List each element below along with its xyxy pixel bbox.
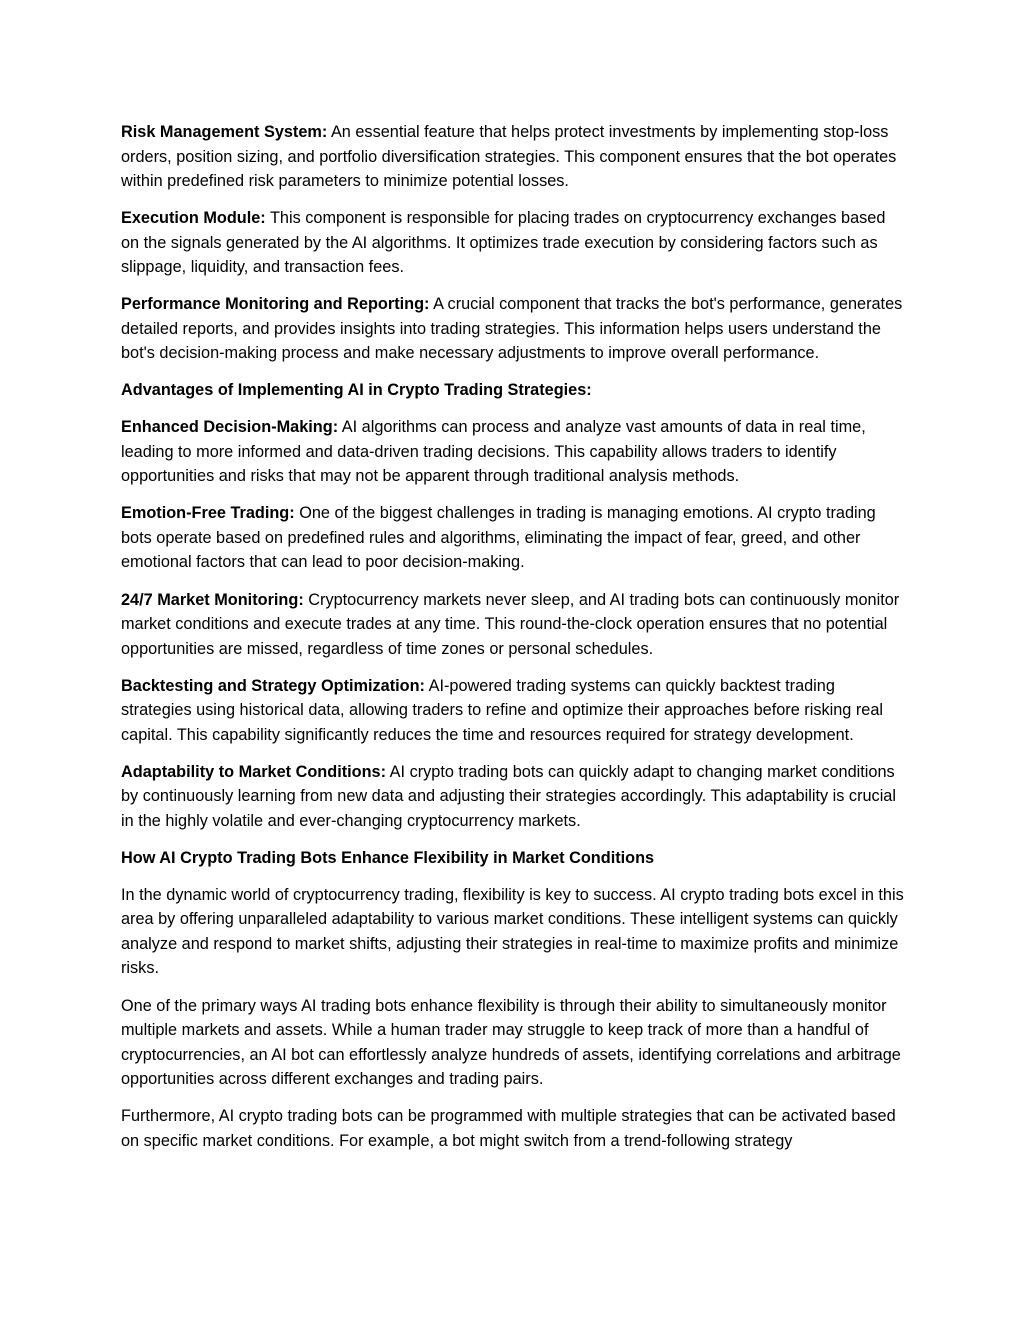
paragraph-multiple-strategies: Furthermore, AI crypto trading bots can be programmed with multiple strategies that can be activated based on specific market conditions. For example, a bot might switch from a trend-following strategy <box>121 1107 896 1150</box>
paragraph-performance-monitoring <box>121 292 905 366</box>
paragraph-title: Adaptability to Market Conditions: <box>121 762 387 781</box>
section-heading-flexibility: How AI Crypto Trading Bots Enhance Flexibility in Market Conditions <box>121 848 655 867</box>
paragraph-adaptability <box>121 760 905 834</box>
paragraph-text: One of the biggest challenges in trading is managing emotions. AI crypto trading bots operate based on predefined rules and algorithms, eliminating the impact of fear, greed, and other emotional factors that can lead to poor decision-making. <box>121 504 876 572</box>
paragraph-text: This component is responsible for placing trades on cryptocurrency exchanges based on the signals generated by the AI algorithms. It optimizes trade execution by considering factors such as slippage, liquidity, and transaction fees. <box>121 209 886 277</box>
paragraph-enhanced-decision-making <box>121 415 905 489</box>
paragraph-title: Performance Monitoring and Reporting: <box>121 295 430 314</box>
paragraph-emotion-free-trading <box>121 501 905 575</box>
paragraph-market-monitoring <box>121 588 905 662</box>
paragraph-backtesting <box>121 674 905 748</box>
paragraph-title: Emotion-Free Trading: <box>121 504 295 523</box>
paragraph-execution-module <box>121 206 905 280</box>
paragraph-title: 24/7 Market Monitoring: <box>121 590 304 609</box>
paragraph-text: AI algorithms can process and analyze vast amounts of data in real time, leading to more informed and data-driven trading decisions. This capability allows traders to identify opportunities and risks that may not be apparent through traditional analysis methods. <box>121 418 866 486</box>
paragraph-text: A crucial component that tracks the bot's performance, generates detailed reports, and provides insights into trading strategies. This information helps users understand the bot's decision-making process and make necessary adjustments to improve overall performance. <box>121 295 903 363</box>
section-heading-advantages: Advantages of Implementing AI in Crypto Trading Strategies: <box>121 381 592 400</box>
paragraph-title: Risk Management System: <box>121 123 328 141</box>
paragraph-title: Execution Module: <box>121 209 266 228</box>
paragraph-dynamic-world: In the dynamic world of cryptocurrency trading, flexibility is key to success. AI crypto trading bots excel in this area by offering unparalleled adaptability to various market conditions. These intelligent systems can quickly analyze and respond to market shifts, adjusting their strategies in real-time to maximize profits and minimize risks. <box>121 885 904 978</box>
paragraph-text: An essential feature that helps protect investments by implementing stop-loss orders, position sizing, and portfolio diversification strategies. This component ensures that the bot operates within predefined risk parameters to minimize potential losses. <box>121 123 897 190</box>
paragraph-multiple-markets: One of the primary ways AI trading bots enhance flexibility is through their ability to simultaneously monitor multiple markets and assets. While a human trader may struggle to keep track of more than a handful of cryptocurrencies, an AI bot can effortlessly analyze hundreds of assets, identifying correlations and arbitrage opportunities across different exchanges and trading pairs. <box>121 996 901 1089</box>
paragraph-text: AI-powered trading systems can quickly backtest trading strategies using historical data, allowing traders to refine and optimize their approaches before risking real capital. This capability significantly reduces the time and resources required for strategy development. <box>121 676 884 744</box>
paragraph-title: Enhanced Decision-Making: <box>121 418 339 437</box>
document-page <box>121 120 905 1166</box>
paragraph-risk-management <box>121 120 905 194</box>
paragraph-text: Cryptocurrency markets never sleep, and AI trading bots can continuously monitor market conditions and execute trades at any time. This round-the-clock operation ensures that no potential opportunities are missed, regardless of time zones or personal schedules. <box>121 590 900 658</box>
paragraph-title: Backtesting and Strategy Optimization: <box>121 676 425 695</box>
paragraph-text: AI crypto trading bots can quickly adapt to changing market conditions by continuously learning from new data and adjusting their strategies accordingly. This adaptability is crucial in the highly volatile and ever-changing cryptocurrency markets. <box>121 762 896 830</box>
